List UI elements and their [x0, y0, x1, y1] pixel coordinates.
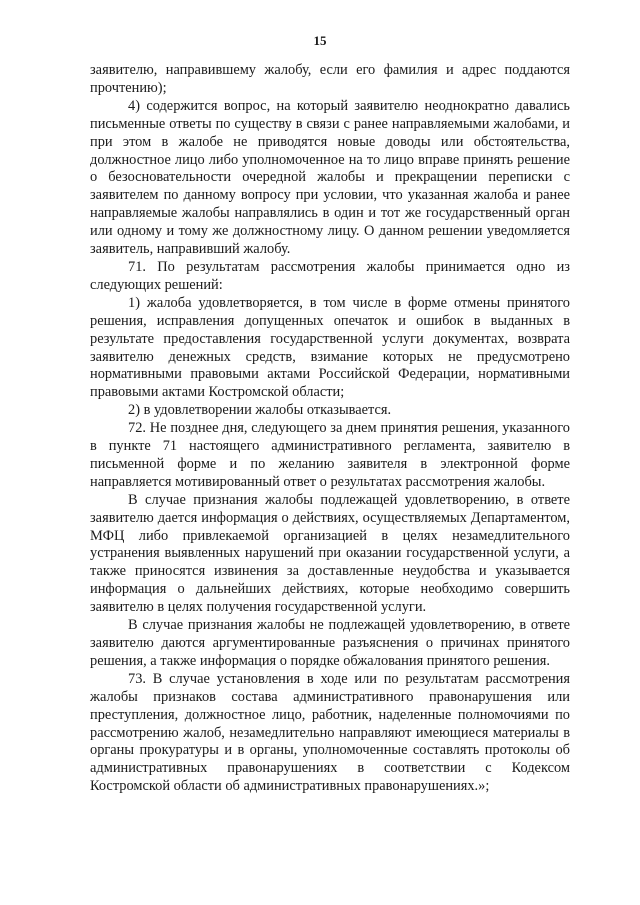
paragraph-complaint-rejected: В случае признания жалобы не подлежащей удовлетворению, в ответе заявителю даются аргументированные разъяснения о причинах принятого решения, а также информация о порядке обжалования принятого решения.	[90, 617, 570, 669]
document-body	[90, 62, 570, 796]
paragraph-complaint-upheld: В случае признания жалобы подлежащей удовлетворению, в ответе заявителю дается информация о действиях, осуществляемых Департаментом, МФЦ либо привлекаемой организацией в целях незамедлительного устранения выявленных нарушений при оказании государственной услуги, а также приносятся извинения за доставленные неудобства и указывается информация о дальнейших действиях, которые необходимо совершить заявителю в целях получения государственной услуги.	[90, 491, 570, 616]
page-number: 15	[313, 33, 327, 48]
paragraph-item-4: 4) содержится вопрос, на который заявителю неоднократно давались письменные ответы по существу в связи с ранее направляемыми жалобами, и при этом в жалобе не приводятся новые доводы или обстоятельства, должностное лицо либо уполномоченное на то лицо вправе принять решение о безосновательности очередной жалобы и прекращении переписки с заявителем по данному вопросу при условии, что указанная жалоба и ранее направляемые жалобы направлялись в один и тот же государственный орган или одному и тому же должностному лицу. О данном решении уведомляется заявитель, направивший жалобу.	[90, 97, 570, 258]
paragraph-clause-71: 71. По результатам рассмотрения жалобы принимается одно из следующих решений:	[90, 258, 570, 293]
paragraph-item-2: 2) в удовлетворении жалобы отказывается.	[128, 402, 392, 419]
paragraph-clause-72: 72. Не позднее дня, следующего за днем принятия решения, указанного в пункте 71 настоящего административного регламента, заявителю в письменной форме и по желанию заявителя в электронной форме направляется мотивированный ответ о результатах рассмотрения жалобы.	[90, 420, 570, 490]
paragraph-item-1: 1) жалоба удовлетворяется, в том числе в форме отмены принятого решения, исправления допущенных опечаток и ошибок в выданных в результате предоставления государственной услуги документах, возврата заявителю денежных средств, взимание которых не предусмотрено нормативными правовыми актами Российской Федерации, нормативными правовыми актами Костромской области;	[90, 294, 570, 401]
paragraph-continuation: заявителю, направившему жалобу, если его фамилия и адрес поддаются прочтению);	[90, 62, 570, 96]
paragraph-clause-73: 73. В случае установления в ходе или по результатам рассмотрения жалобы признаков состава административного правонарушения или преступления, должностное лицо, работник, наделенные полномочиями по рассмотрению жалоб, незамедлительно направляют имеющиеся материалы в органы прокуратуры и в органы, уполномоченные составлять протоколы об административных правонарушениях в соответствии с Кодексом Костромской области об административных правонарушениях.»;	[90, 670, 570, 795]
